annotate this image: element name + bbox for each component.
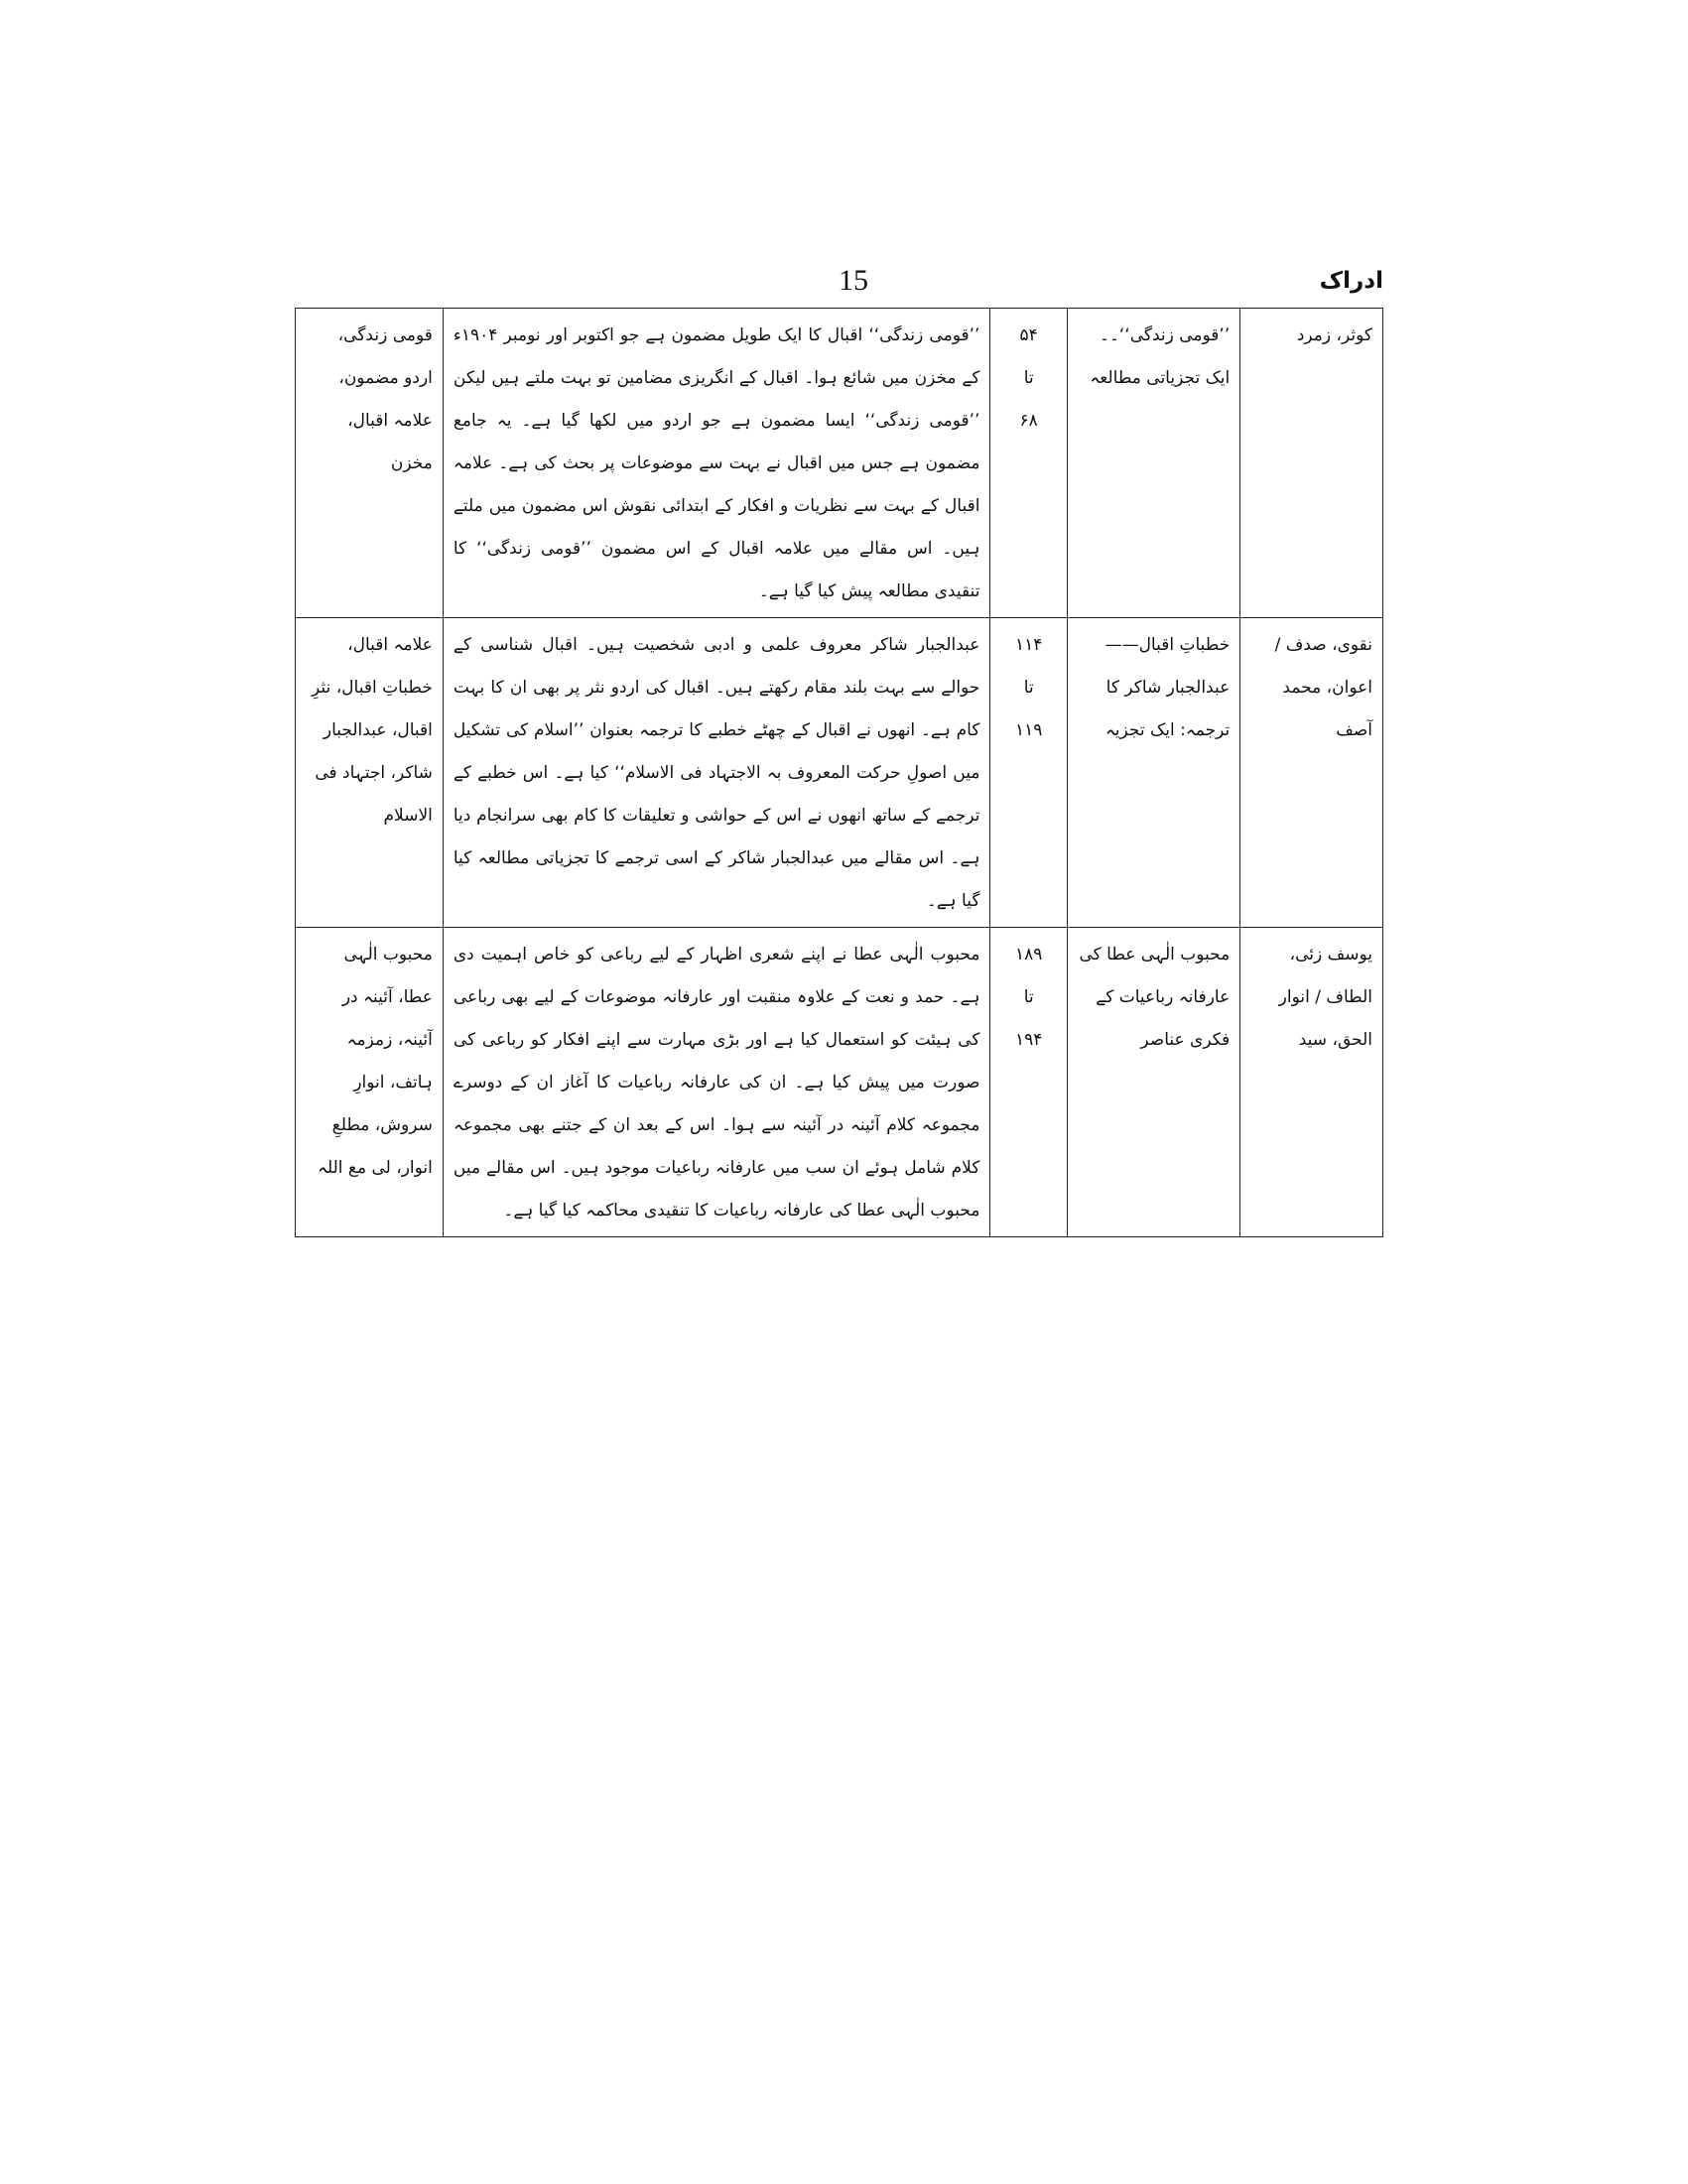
table-row xyxy=(296,309,1383,618)
title-cell: ’’قومی زندگی‘‘۔۔ ایک تجزیاتی مطالعہ xyxy=(1067,309,1239,618)
pages-separator: تا xyxy=(1023,987,1034,1007)
table-row xyxy=(296,618,1383,928)
abstract-cell: محبوب الٰہی عطا نے اپنے شعری اظہار کے لیے رباعی کو خاص اہمیت دی ہے۔ حمد و نعت کے علاوہ منقبت اور عارفانہ موضوعات کے لیے بھی رباعی کی ہیئت کو استعمال کیا ہے اور بڑی مہارت سے اپنے افکار کو رباعی کی صورت میں پیش کیا ہے۔ ان کی عارفانہ رباعیات کا آغاز ان کے دوسرے مجموعہ کلام آئینہ در آئینہ سے ہوا۔ اس کے بعد ان کے جتنے بھی مجموعہ کلام شامل ہوئے ان سب میں عارفانہ رباعیات موجود ہیں۔ اس مقالے میں محبوب الٰہی عطا کی عارفانہ رباعیات کا تنقیدی محاکمہ کیا گیا ہے۔ xyxy=(443,928,990,1237)
table-row xyxy=(296,928,1383,1237)
pages-separator: تا xyxy=(1023,368,1034,388)
author-cell: یوسف زئی، الطاف / انوار الحق، سید xyxy=(1240,928,1383,1237)
keywords-cell: محبوب الٰہی عطا، آئینہ در آئینہ، زمزمہ ہاتف، انوارِ سروش، مطلعِ انوار، لی مع اللہ xyxy=(296,928,444,1237)
title-cell: محبوب الٰہی عطا کی عارفانہ رباعیات کے فکری عناصر xyxy=(1067,928,1239,1237)
journal-name: ادراک xyxy=(1319,268,1383,294)
pages-cell xyxy=(990,618,1067,928)
pages-to: ۱۱۹ xyxy=(1014,720,1043,740)
keywords-cell: قومی زندگی، اردو مضمون، علامہ اقبال، مخزن xyxy=(296,309,444,618)
pages-cell xyxy=(990,309,1067,618)
page-number: 15 xyxy=(839,264,868,297)
pages-from: ۱۱۴ xyxy=(1014,635,1043,655)
abstract-cell: عبدالجبار شاکر معروف علمی و ادبی شخصیت ہیں۔ اقبال شناسی کے حوالے سے بہت بلند مقام رکھتے ہیں۔ اقبال کی اردو نثر پر بھی ان کا بہت کام ہے۔ انھوں نے اقبال کے چھٹے خطبے کا ترجمہ بعنوان ’’اسلام کی تشکیل میں اصولِ حرکت المعروف بہ الاجتہاد فی الاسلام‘‘ کیا ہے۔ اس خطبے کے ترجمے کے ساتھ انھوں نے اس کے حواشی و تعلیقات کا کام بھی سرانجام دیا ہے۔ اس مقالے میں عبدالجبار شاکر کے اسی ترجمے کا تجزیاتی مطالعہ کیا گیا ہے۔ xyxy=(443,618,990,928)
keywords-cell: علامہ اقبال، خطباتِ اقبال، نثرِ اقبال، عبدالجبار شاکر، اجتہاد فی الاسلام xyxy=(296,618,444,928)
pages-to: ۱۹۴ xyxy=(1014,1030,1043,1050)
pages-from: ۵۴ xyxy=(1019,325,1038,345)
index-table xyxy=(295,308,1383,1237)
author-cell: نقوی، صدف / اعوان، محمد آصف xyxy=(1240,618,1383,928)
pages-separator: تا xyxy=(1023,678,1034,698)
title-cell: خطباتِ اقبال—— عبدالجبار شاکر کا ترجمہ: ایک تجزیہ xyxy=(1067,618,1239,928)
pages-from: ۱۸۹ xyxy=(1014,945,1043,964)
author-cell: کوثر، زمرد xyxy=(1240,309,1383,618)
pages-cell xyxy=(990,928,1067,1237)
page-header xyxy=(295,264,1383,304)
abstract-cell: ’’قومی زندگی‘‘ اقبال کا ایک طویل مضمون ہے جو اکتوبر اور نومبر ۱۹۰۴ء کے مخزن میں شائع ہوا۔ اقبال کے انگریزی مضامین تو بہت ملتے ہیں لیکن ’’قومی زندگی‘‘ ایسا مضمون ہے جو اردو میں لکھا گیا ہے۔ یہ جامع مضمون ہے جس میں اقبال نے بہت سے موضوعات پر بحث کی ہے۔ علامہ اقبال کے بہت سے نظریات و افکار کے ابتدائی نقوش اس مضمون میں ملتے ہیں۔ اس مقالے میں علامہ اقبال کے اس مضمون ’’قومی زندگی‘‘ کا تنقیدی مطالعہ پیش کیا گیا ہے۔ xyxy=(443,309,990,618)
pages-to: ۶۸ xyxy=(1019,411,1038,431)
